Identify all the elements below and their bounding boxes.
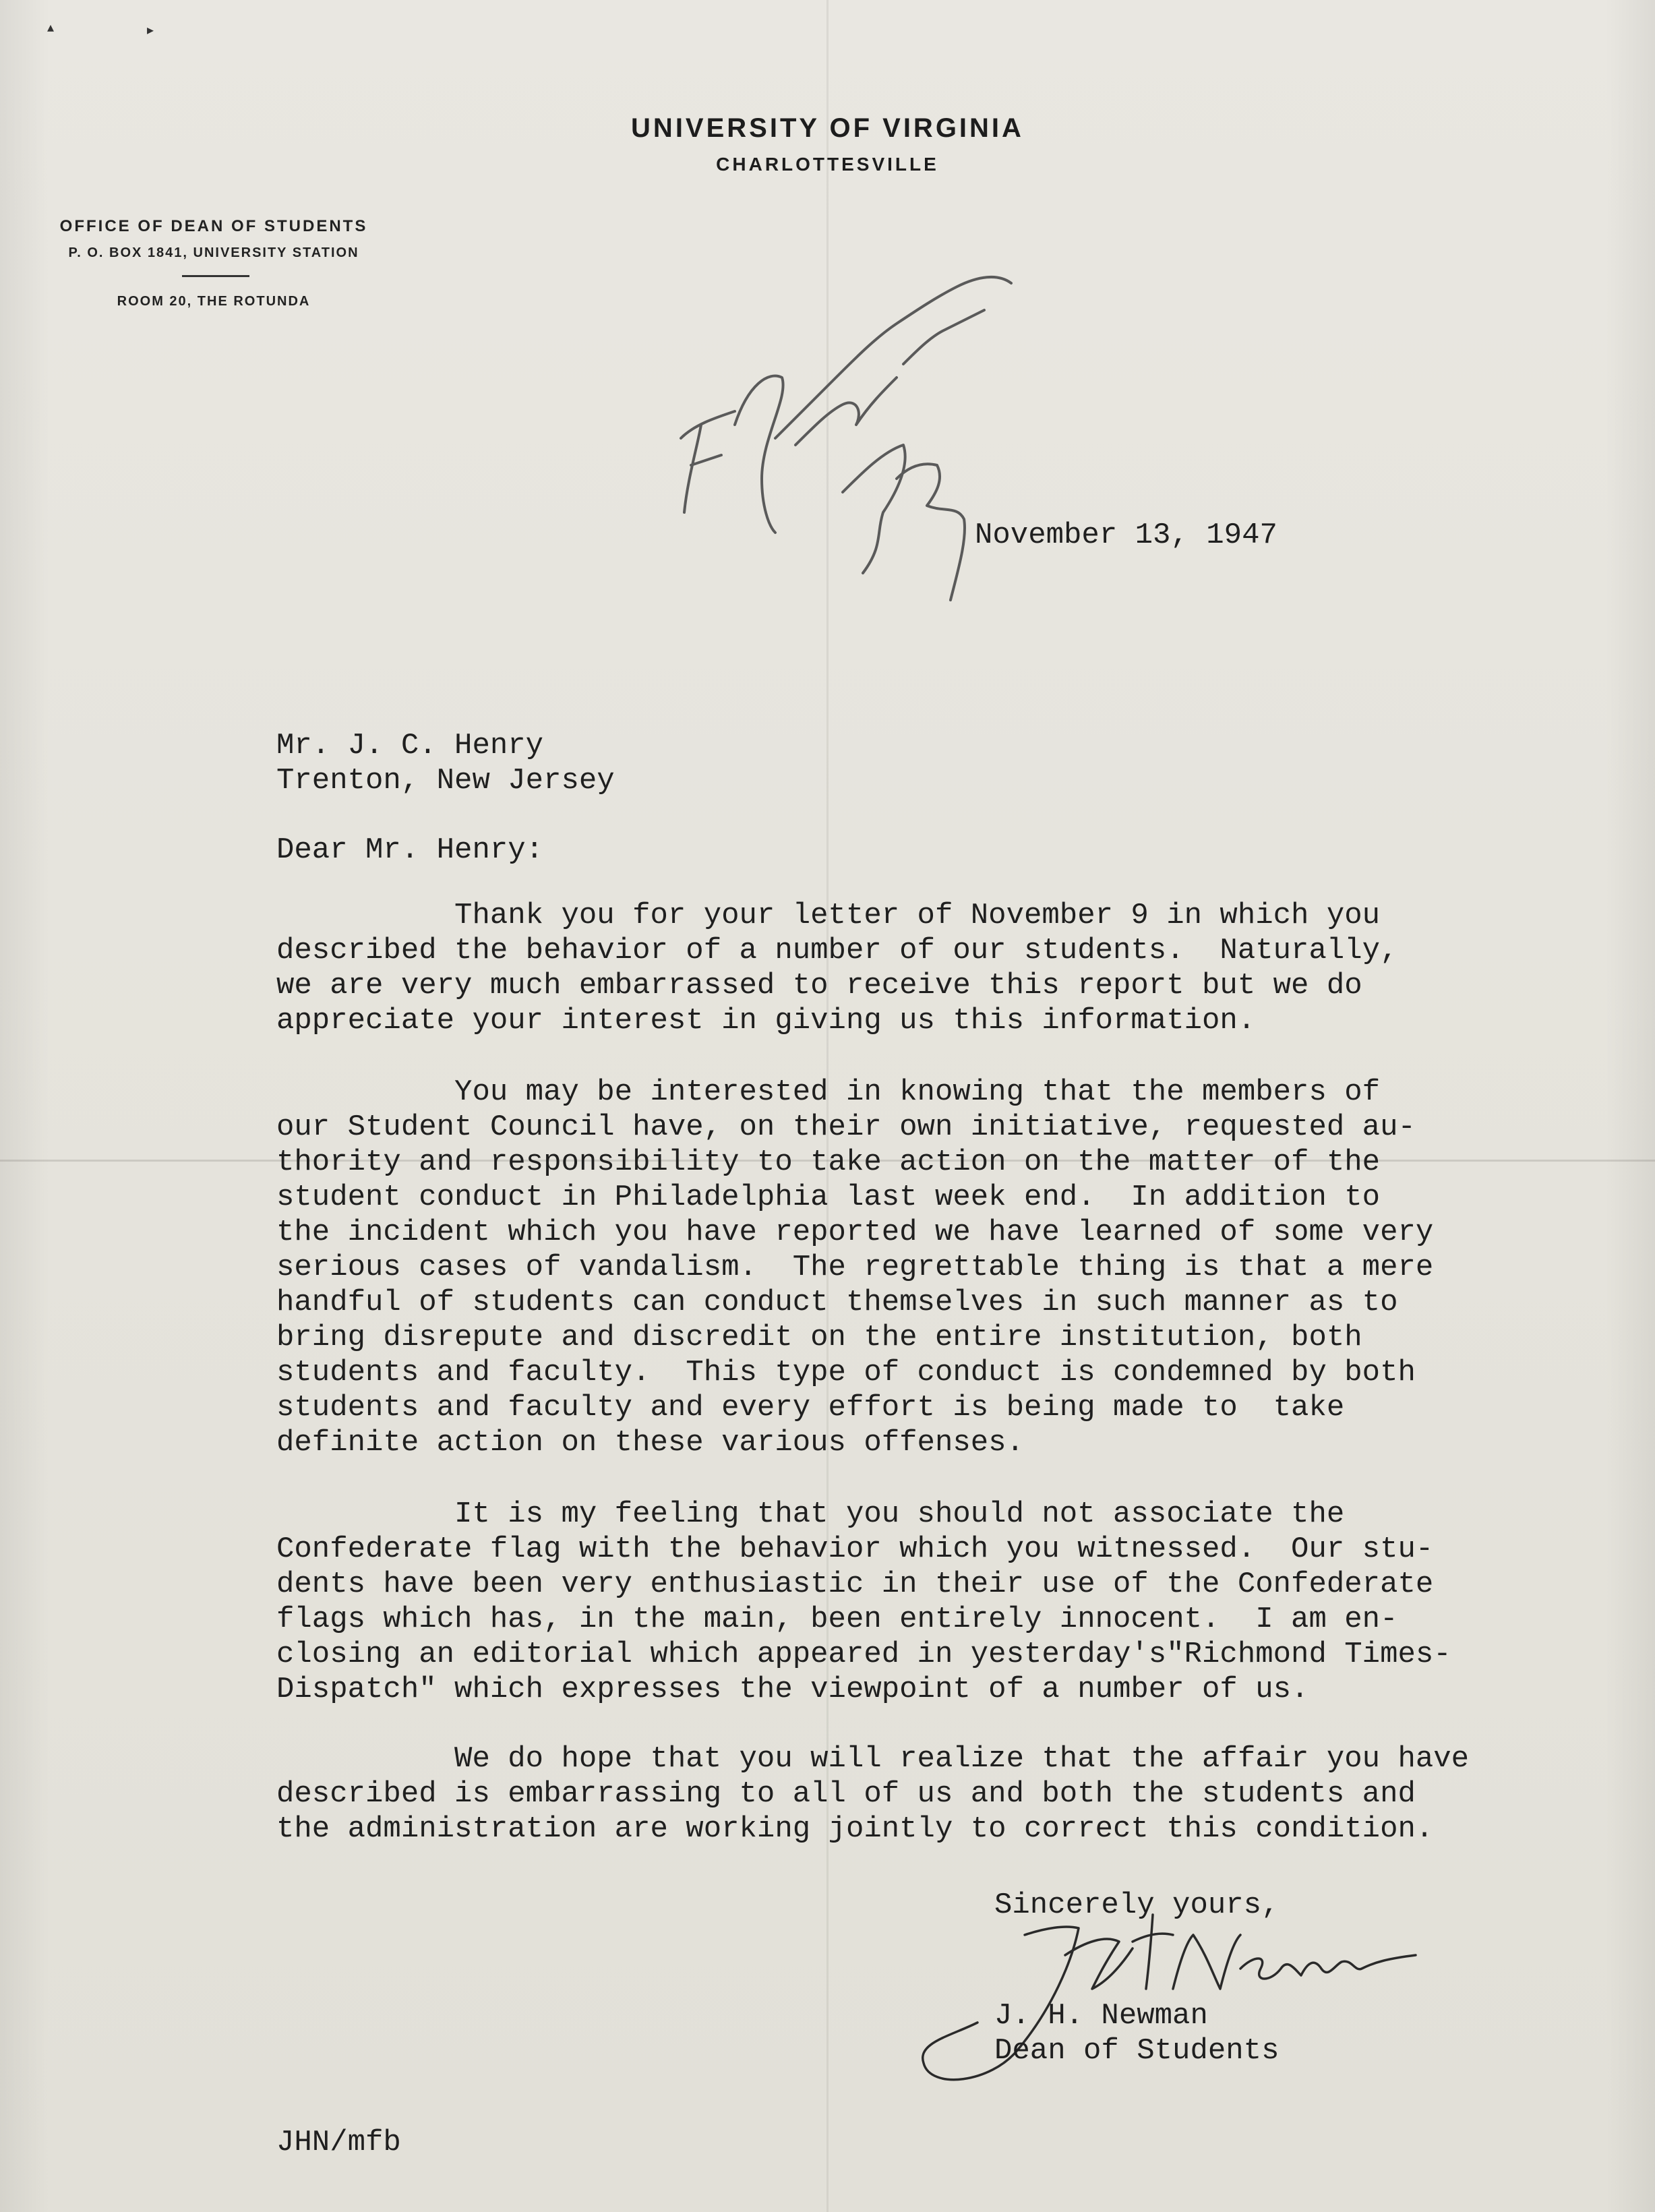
body-paragraph: It is my feeling that you should not associate the Confederate flag with the behavior which you witnessed. Our stu- dents have been very enthusiastic in their use of the Confederate flags which has, in the main, been entirely innocent. I am en- closing an editorial which appeared in yesterday's"Richmond Times- Dispatch" which expresses the viewpoint of a number of us. — [276, 1497, 1451, 1706]
letterhead-university: UNIVERSITY OF VIRGINIA — [631, 113, 1024, 143]
corner-mark-icon: ▴ — [47, 19, 55, 35]
recipient-location: Trenton, New Jersey — [276, 764, 615, 798]
closing: Sincerely yours, — [994, 1888, 1280, 1922]
signer-title: Dean of Students — [994, 2034, 1280, 2068]
letterhead-city: CHARLOTTESVILLE — [716, 154, 939, 175]
letterhead-office: OFFICE OF DEAN OF STUDENTS — [59, 217, 368, 235]
handwritten-signature — [903, 1888, 1443, 2103]
body-paragraph: Thank you for your letter of November 9 in which you described the behavior of a number of our students. Naturally, we are very much embarrassed to receive this report but we do appreciate your interest in giving us this information. — [276, 899, 1398, 1038]
body-paragraph: We do hope that you will realize that the affair you have described is embarrassing to all of us and both the students and the administration are working jointly to correct this condition. — [276, 1742, 1470, 1846]
letterhead-room: ROOM 20, THE ROTUNDA — [117, 294, 311, 309]
signer-name: J. H. Newman — [994, 1999, 1208, 2033]
corner-mark-icon: ▸ — [147, 22, 154, 38]
body-paragraph: You may be interested in knowing that the members of our Student Council have, on their own initiative, requested au- thority and responsibility to take action on the matter of the student conduct in Philadelphia last week end. In addition to the incident which you have reported we have learned of some very serious cases of vandalism. The regrettable thing is that a mere handful of students can conduct themselves in such manner as to bring disrepute and discredit on the entire institution, both students and faculty. This type of conduct is condemned by both students and faculty and every effort is being made to take definite action on these various offenses. — [276, 1075, 1434, 1460]
letter-date: November 13, 1947 — [975, 518, 1277, 552]
recipient-name: Mr. J. C. Henry — [276, 729, 544, 763]
letterhead-divider — [182, 275, 249, 277]
letterhead-po-box: P. O. BOX 1841, UNIVERSITY STATION — [68, 245, 359, 260]
handwritten-note — [661, 222, 1065, 627]
salutation: Dear Mr. Henry: — [276, 833, 544, 867]
reference-initials: JHN/mfb — [276, 2126, 401, 2159]
